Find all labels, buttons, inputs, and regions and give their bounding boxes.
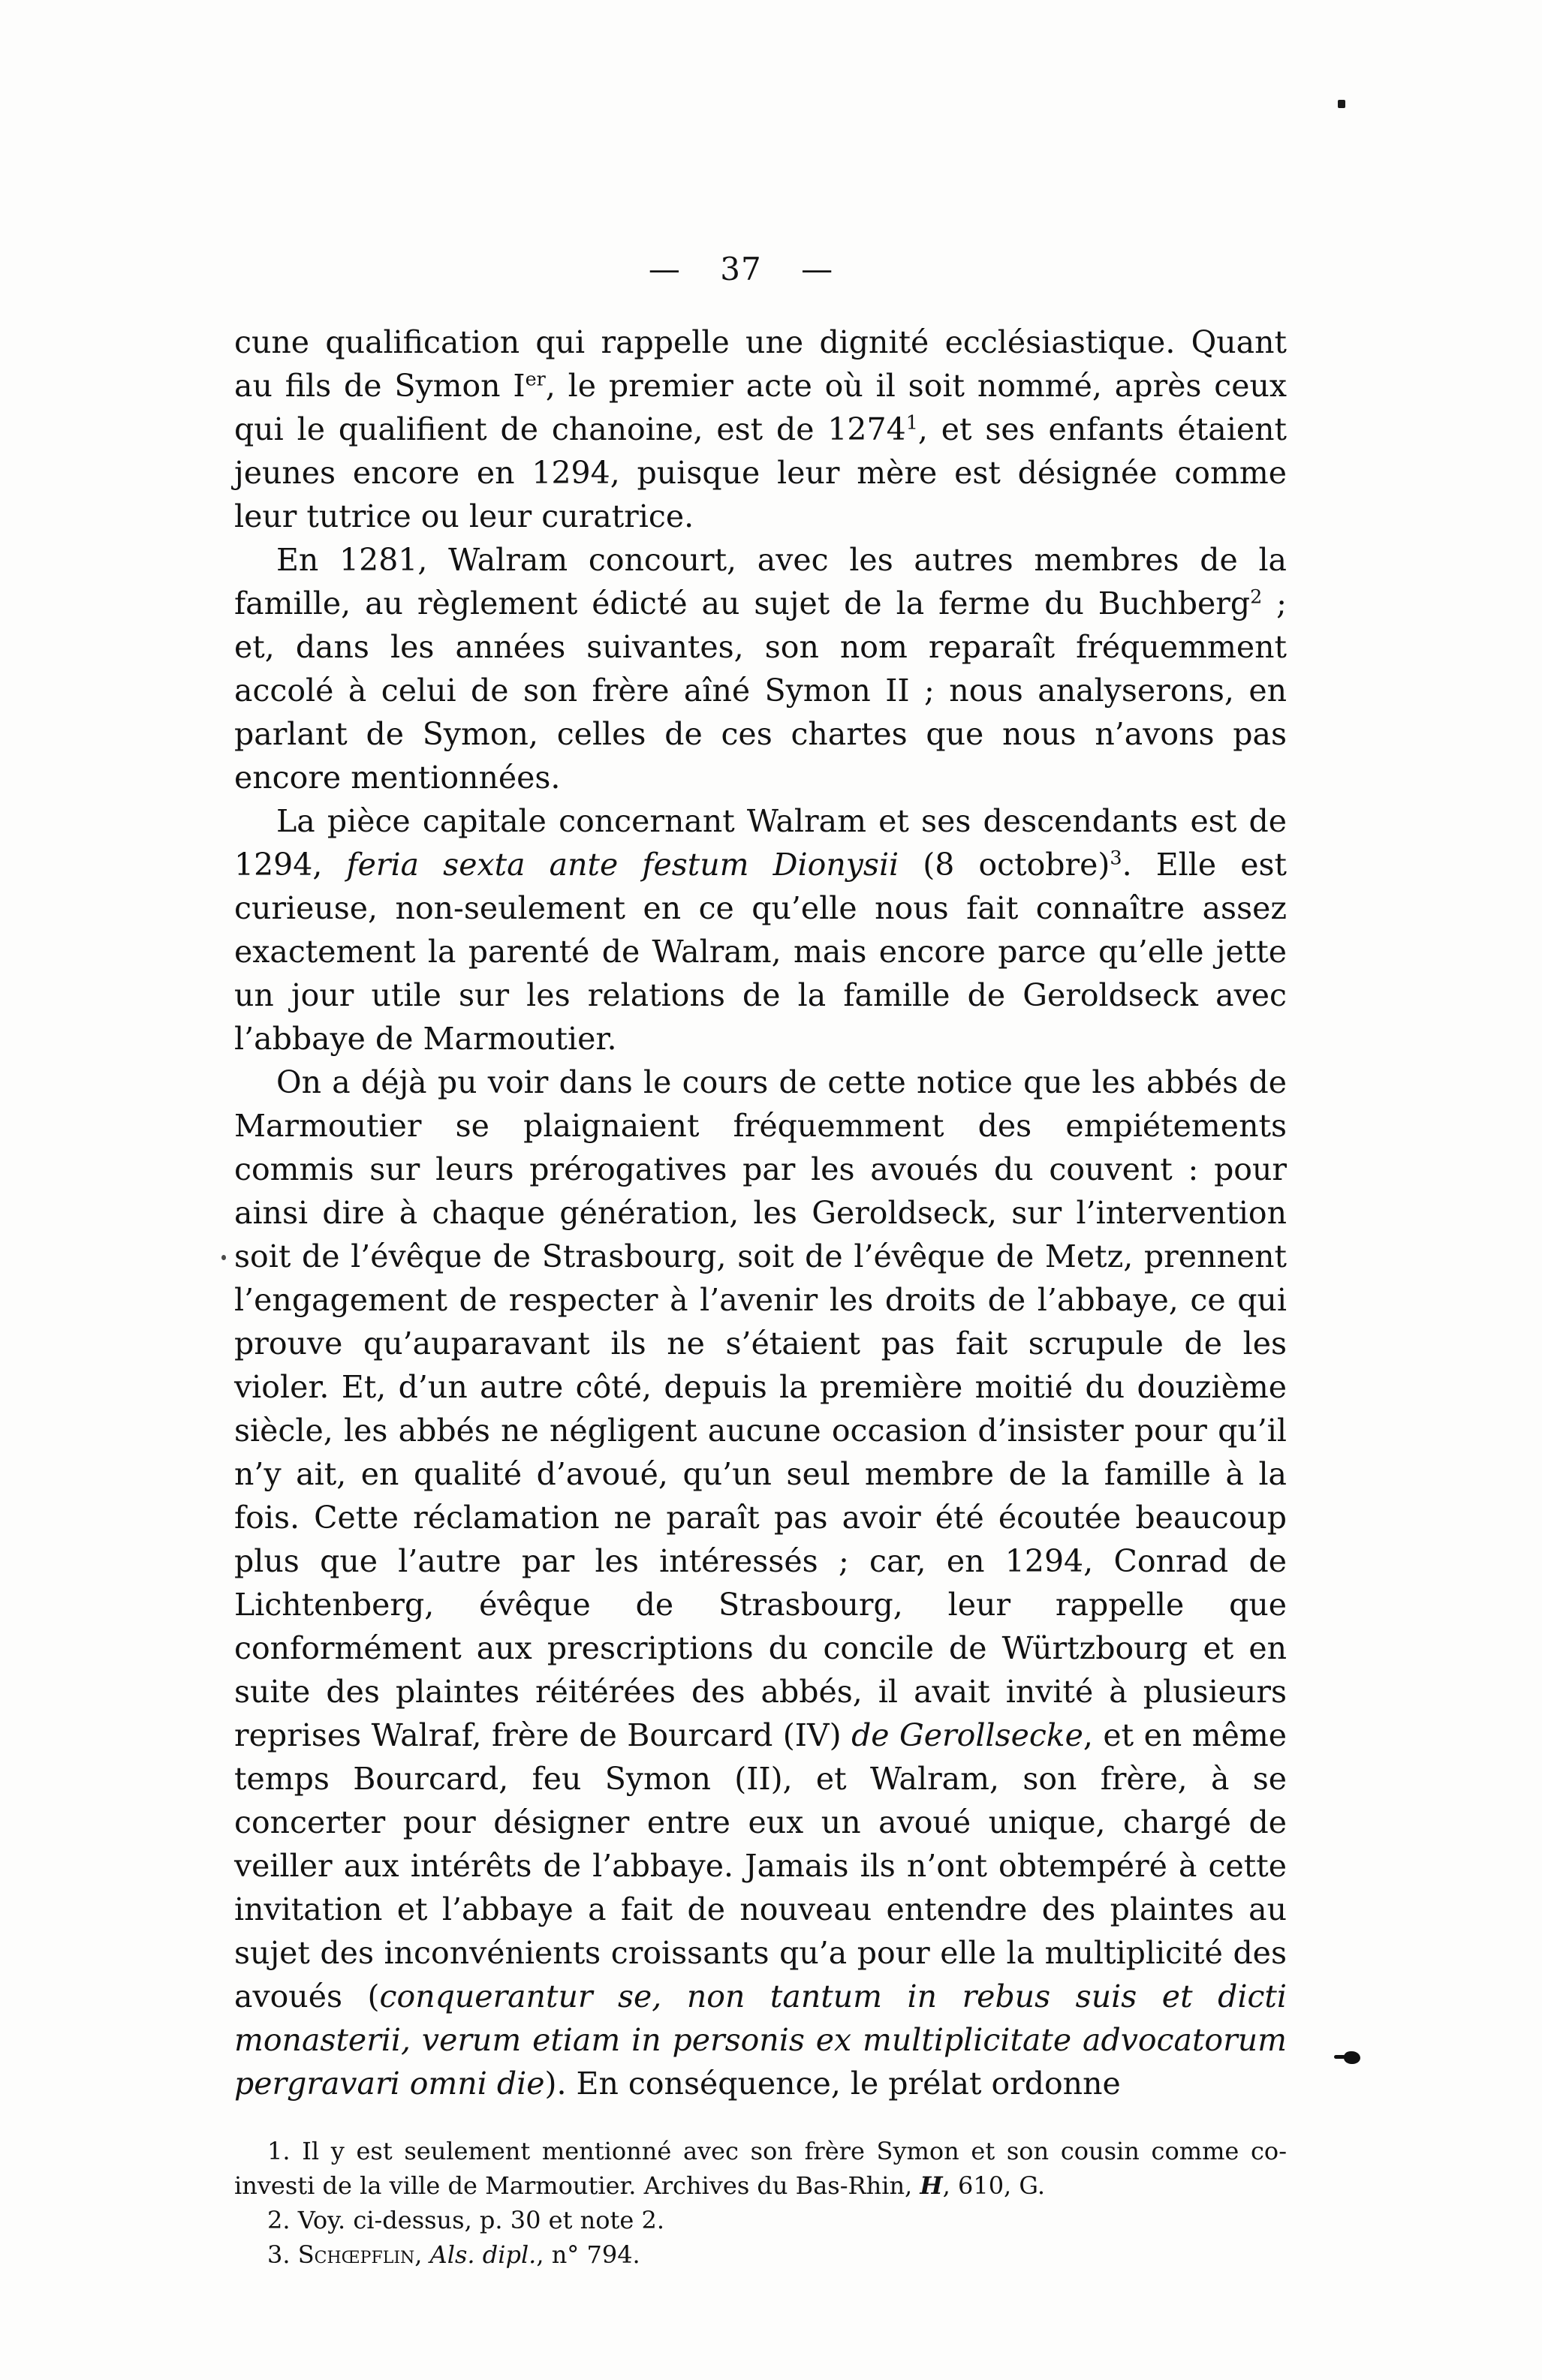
text-segment: ). En conséquence, le prélat ordonne: [544, 2066, 1121, 2102]
text-segment: er: [525, 367, 546, 390]
text-segment: , le premier acte où il soit nommé, après ceux qui le qualifient de chanoine, est de 1274: [234, 368, 1287, 447]
text-segment: , n° 794.: [536, 2240, 640, 2269]
text-segment: feria sexta ante festum Dionysii: [346, 847, 899, 883]
text-segment: H: [920, 2171, 943, 2200]
page-number: — 37 —: [648, 251, 834, 287]
text-segment: Als. dipl.: [429, 2240, 537, 2269]
text-segment: 3: [1110, 846, 1122, 869]
text-segment: 3.: [267, 2240, 298, 2269]
text-segment: . Elle est curieuse, non-seulement en ce qu’elle nous fait connaître assez exactement la parenté de Walram, mais encore parce qu’elle jette un jour utile sur les relations de la famille de Geroldseck avec l’abbaye de Marmoutier.: [234, 847, 1288, 1057]
text-segment: cune qualification qui rappelle une dignité ecclésiastique. Quant au fils de Symon I: [234, 324, 1287, 404]
text-column: [234, 0, 1287, 2272]
ink-speck-left-margin: [221, 1255, 226, 1260]
ink-speck-top-right: [1338, 100, 1345, 108]
text-segment: 2. Voy. ci-dessus, p. 30 et note 2.: [267, 2206, 664, 2234]
text-segment: , et ses enfants étaient jeunes encore en 1294, puisque leur mère est désignée comme leur tutrice ou leur curatrice.: [234, 411, 1288, 534]
text-segment: de Gerollsecke: [851, 1717, 1083, 1753]
footnote: [234, 2203, 1287, 2237]
paragraph: [234, 320, 1287, 538]
text-segment: ,: [414, 2240, 430, 2269]
footnote: [234, 2134, 1287, 2203]
footnotes: [234, 2134, 1287, 2272]
footnote: [234, 2237, 1287, 2272]
text-segment: , et en même temps Bourcard, feu Symon (II), et Walram, son frère, à se concerter pour désigner entre eux un avoué unique, chargé de veiller aux intérêts de l’abbaye. Jamais ils n’ont obtempéré à cette invitation et l’abbaye a fait de nouveau entendre des plaintes au sujet des inconvénients croissants qu’a pour elle la multiplicité des avoués (: [234, 1717, 1287, 2014]
text-segment: 1: [905, 411, 918, 434]
text-segment: 2: [1250, 585, 1263, 608]
ink-blot-bottom-right: [1344, 2051, 1360, 2064]
paragraph: [234, 538, 1287, 799]
text-segment: En 1281, Walram concourt, avec les autres membres de la famille, au règlement édicté au sujet de la ferme du Buchberg: [234, 542, 1287, 621]
text-segment: La pièce capitale concernant Walram et ses descendants est de 1294,: [234, 803, 1287, 883]
text-segment: (8 octobre): [899, 847, 1110, 883]
text-segment: Schœpflin: [297, 2240, 415, 2269]
text-segment: On a déjà pu voir dans le cours de cette notice que les abbés de Marmoutier se plaignaient fréquemment des empiétements commis sur leurs prérogatives par les avoués du couvent : pour ainsi dire à chaque génération, les Geroldseck, sur l’intervention soit de l’évêque de Strasbourg, soit de l’évêque de Metz, prennent l’engagement de respecter à l’avenir les droits de l’abbaye, ce qui prouve qu’auparavant ils ne s’étaient pas fait scrupule de les violer. Et, d’un autre côté, depuis la première moitié du douzième siècle, les abbés ne négligent aucune occasion d’insister pour qu’il n’y ait, en qualité d’avoué, qu’un seul membre de la famille à la fois. Cette réclamation ne paraît pas avoir été écoutée beaucoup plus que l’autre par les intéressés ; car, en 1294, Conrad de Lichtenberg, évêque de Strasbourg, leur rappelle que conformément aux prescriptions du concile de Würtzbourg et en suite des plaintes réitérées des abbés, il avait invité à plusieurs reprises Walraf, frère de Bourcard (IV): [234, 1064, 1287, 1753]
text-segment: conquerantur se, non tantum in rebus suis et dicti monasterii, verum etiam in personis ex multiplicitate advocatorum pergravari omni die: [234, 1978, 1288, 2102]
text-segment: , 610, G.: [942, 2171, 1045, 2200]
text-segment: 1. Il y est seulement mentionné avec son frère Symon et son cousin comme co-investi de la ville de Marmoutier. Archives du Bas-Rhin,: [234, 2137, 1287, 2200]
paragraph: [234, 1061, 1287, 2105]
text-segment: ; et, dans les années suivantes, son nom reparaît fréquemment accolé à celui de son frère aîné Symon II ; nous analyserons, en parlant de Symon, celles de ces chartes que nous n’avons pas encore mentionnées.: [234, 585, 1287, 796]
paragraph: [234, 799, 1287, 1061]
main-text: [234, 320, 1287, 2105]
